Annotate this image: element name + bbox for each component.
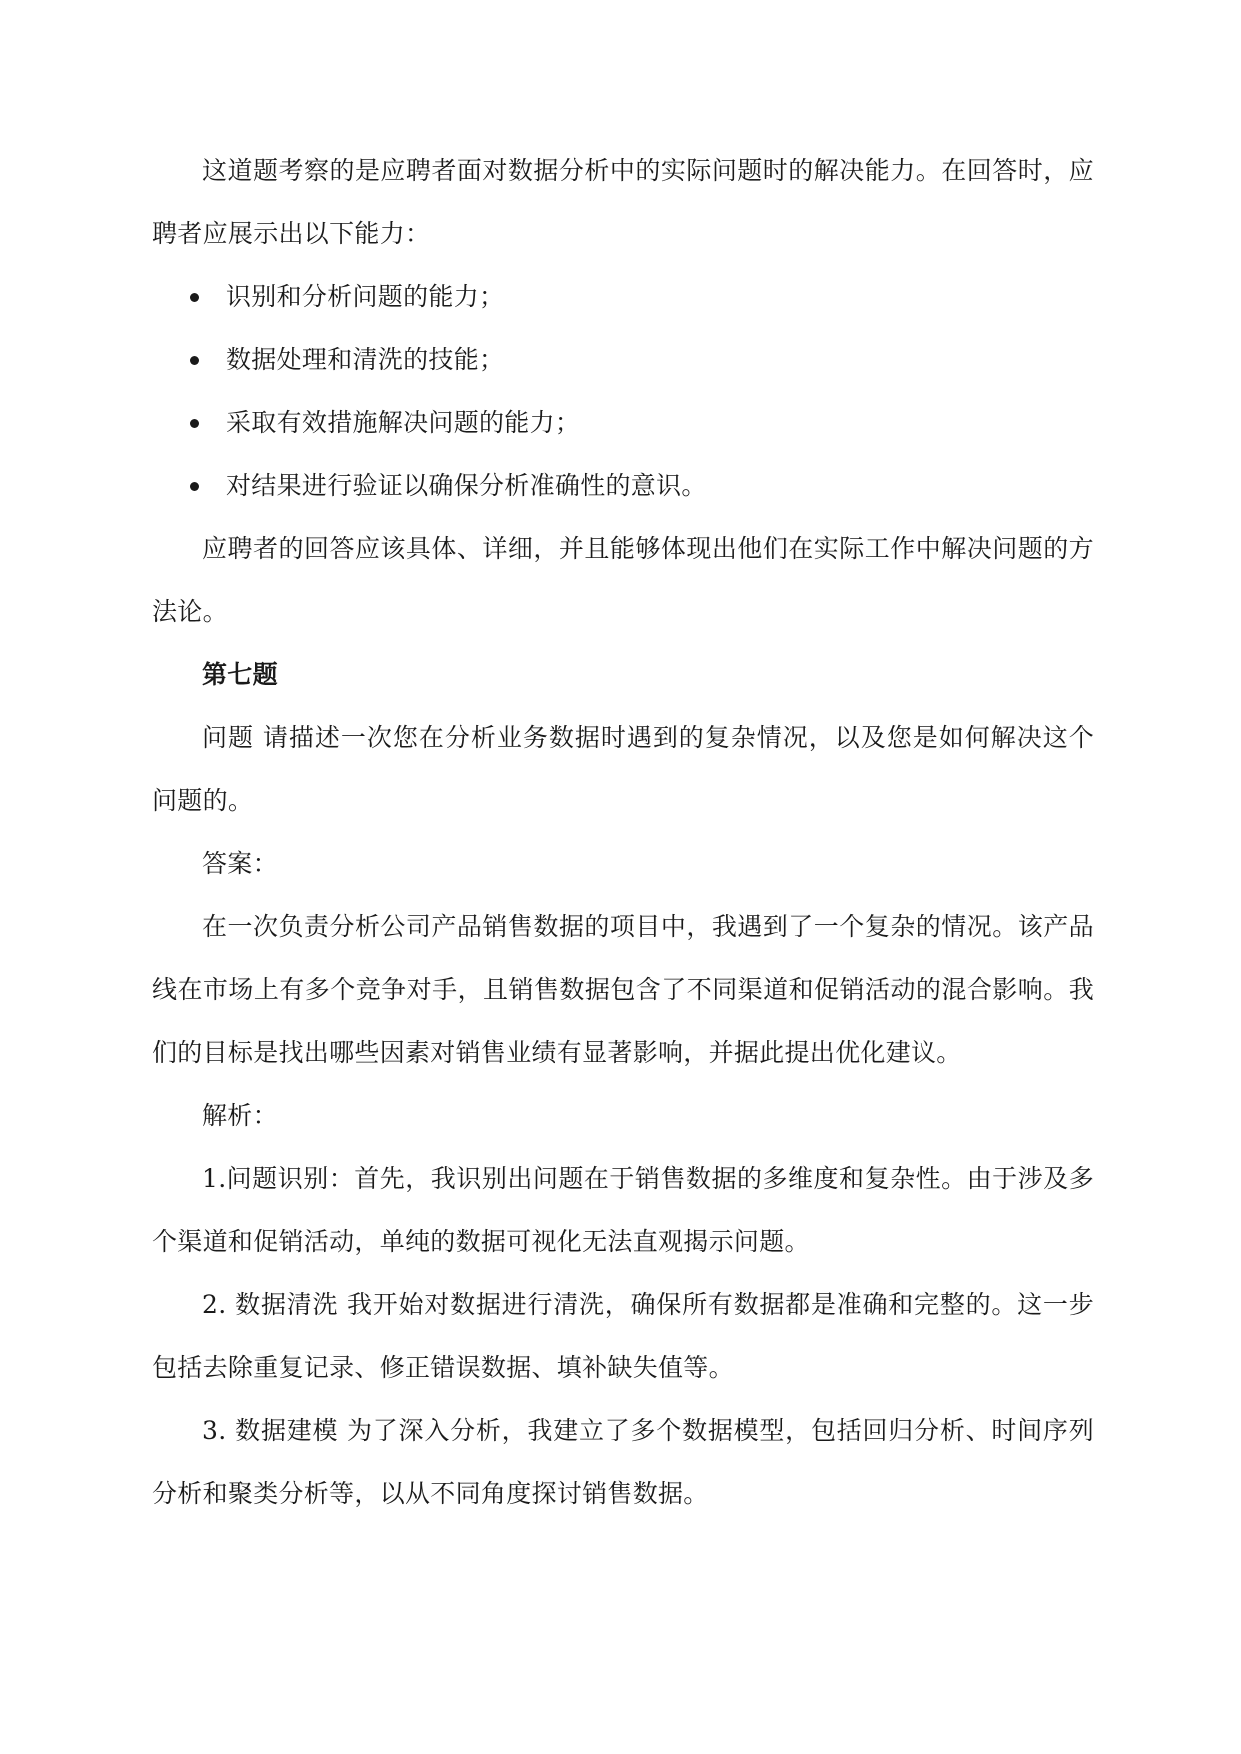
- intro-paragraph: 这道题考察的是应聘者面对数据分析中的实际问题时的解决能力。在回答时，应聘者应展示出以下能力：: [152, 156, 1094, 248]
- bullet-icon: [190, 356, 199, 365]
- question-text: 问题 请描述一次您在分析业务数据时遇到的复杂情况，以及您是如何解决这个问题的。: [152, 723, 1094, 815]
- answer-text: 在一次负责分析公司产品销售数据的项目中，我遇到了一个复杂的情况。该产品线在市场上有多个竞争对手，且销售数据包含了不同渠道和促销活动的混合影响。我们的目标是找出哪些因素对销售业绩有显著影响，并据此提出优化建议。: [152, 912, 1094, 1067]
- closing-paragraph: 应聘者的回答应该具体、详细，并且能够体现出他们在实际工作中解决问题的方法论。: [152, 534, 1094, 626]
- list-item: [152, 265, 1094, 328]
- analysis-step: 1.问题识别：首先，我识别出问题在于销售数据的多维度和复杂性。由于涉及多个渠道和促销活动，单纯的数据可视化无法直观揭示问题。: [152, 1164, 1094, 1256]
- document-body: [152, 139, 1094, 1525]
- bullet-icon: [190, 482, 199, 491]
- question-heading: 第七题: [202, 660, 278, 689]
- analysis-step: 3. 数据建模 为了深入分析，我建立了多个数据模型，包括回归分析、时间序列分析和聚类分析等，以从不同角度探讨销售数据。: [152, 1416, 1094, 1508]
- ability-list: [152, 265, 1094, 517]
- analysis-label: 解析：: [202, 1101, 278, 1130]
- list-item-text: 数据处理和清洗的技能；: [226, 345, 505, 374]
- list-item: [152, 454, 1094, 517]
- list-item-text: 识别和分析问题的能力；: [226, 282, 505, 311]
- analysis-step: 2. 数据清洗 我开始对数据进行清洗，确保所有数据都是准确和完整的。这一步包括去除重复记录、修正错误数据、填补缺失值等。: [152, 1290, 1094, 1382]
- answer-label: 答案：: [202, 849, 278, 878]
- bullet-icon: [190, 293, 199, 302]
- list-item-text: 对结果进行验证以确保分析准确性的意识。: [226, 471, 707, 500]
- list-item: [152, 328, 1094, 391]
- bullet-icon: [190, 419, 199, 428]
- list-item-text: 采取有效措施解决问题的能力；: [226, 408, 581, 437]
- list-item: [152, 391, 1094, 454]
